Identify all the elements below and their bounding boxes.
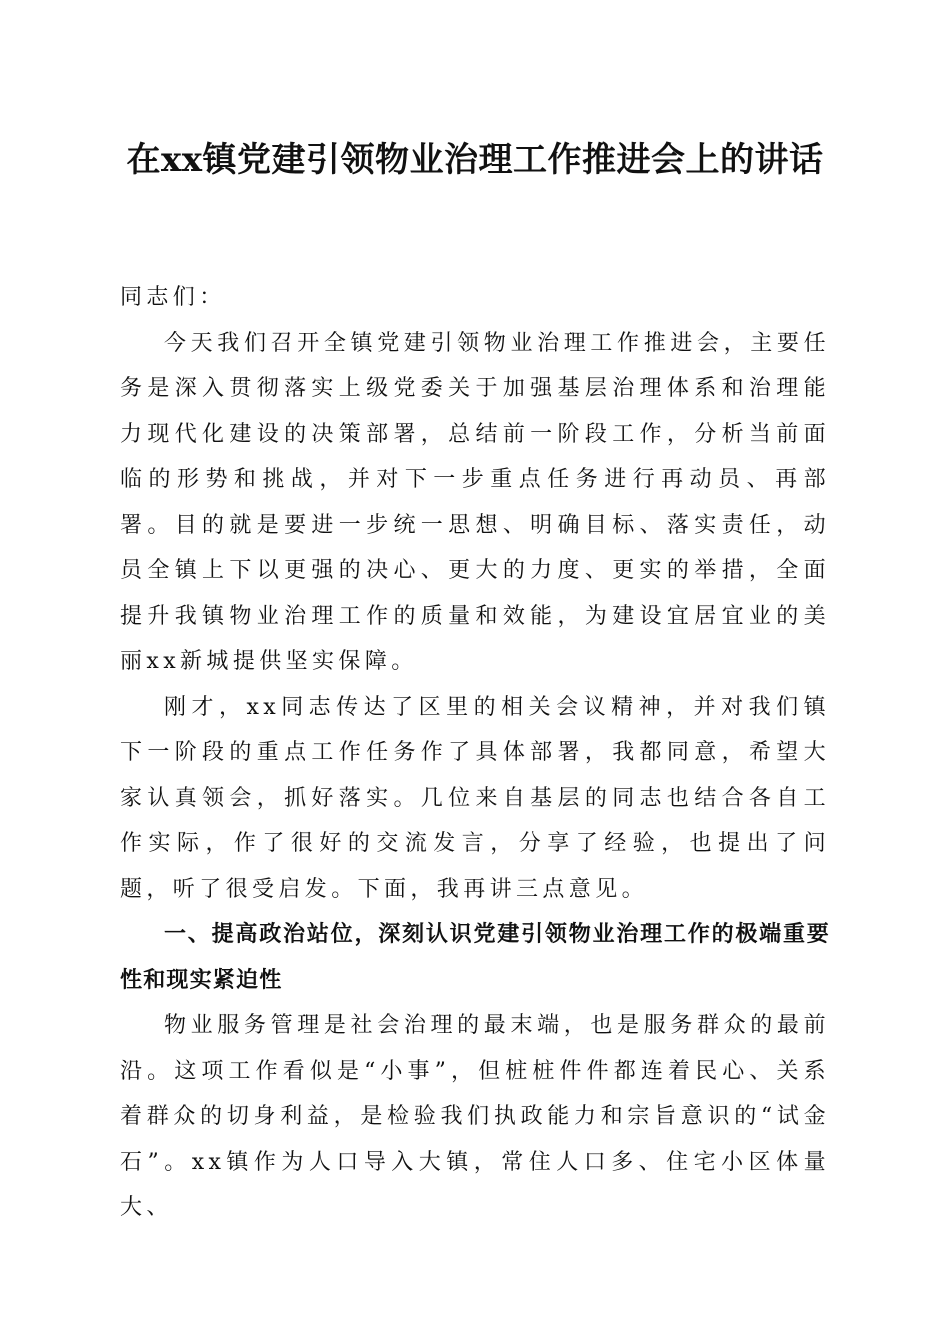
document-body bbox=[120, 275, 830, 1231]
section-1-paragraph: 物业服务管理是社会治理的最末端，也是服务群众的最前沿。这项工作看似是“小事”，但桩桩件件都连着民心、关系着群众的切身利益，是检验我们执政能力和宗旨意识的“试金石”。xx镇作为人口导入大镇，常住人口多、住宅小区体量大、 bbox=[120, 1013, 830, 1220]
section-heading-1: 一、提高政治站位，深刻认识党建引领物业治理工作的极端重要性和现实紧迫性 bbox=[120, 922, 830, 993]
document-title: 在xx镇党建引领物业治理工作推进会上的讲话 bbox=[126, 140, 824, 180]
paragraph-response: 刚才，xx同志传达了区里的相关会议精神，并对我们镇下一阶段的重点工作任务作了具体部署，我都同意，希望大家认真领会，抓好落实。几位来自基层的同志也结合各自工作实际，作了很好的交流发言，分享了经验，也提出了问题，听了很受启发。下面，我再讲三点意见。 bbox=[120, 694, 830, 902]
salutation: 同志们： bbox=[120, 285, 226, 310]
paragraph-opening: 今天我们召开全镇党建引领物业治理工作推进会，主要任务是深入贯彻落实上级党委关于加强基层治理体系和治理能力现代化建设的决策部署，总结前一阶段工作，分析当前面临的形势和挑战，并对下一步重点任务进行再动员、再部署。目的就是要进一步统一思想、明确目标、落实责任，动员全镇上下以更强的决心、更大的力度、更实的举措，全面提升我镇物业治理工作的质量和效能，为建设宜居宜业的美丽xx新城提供坚实保障。 bbox=[120, 330, 830, 674]
